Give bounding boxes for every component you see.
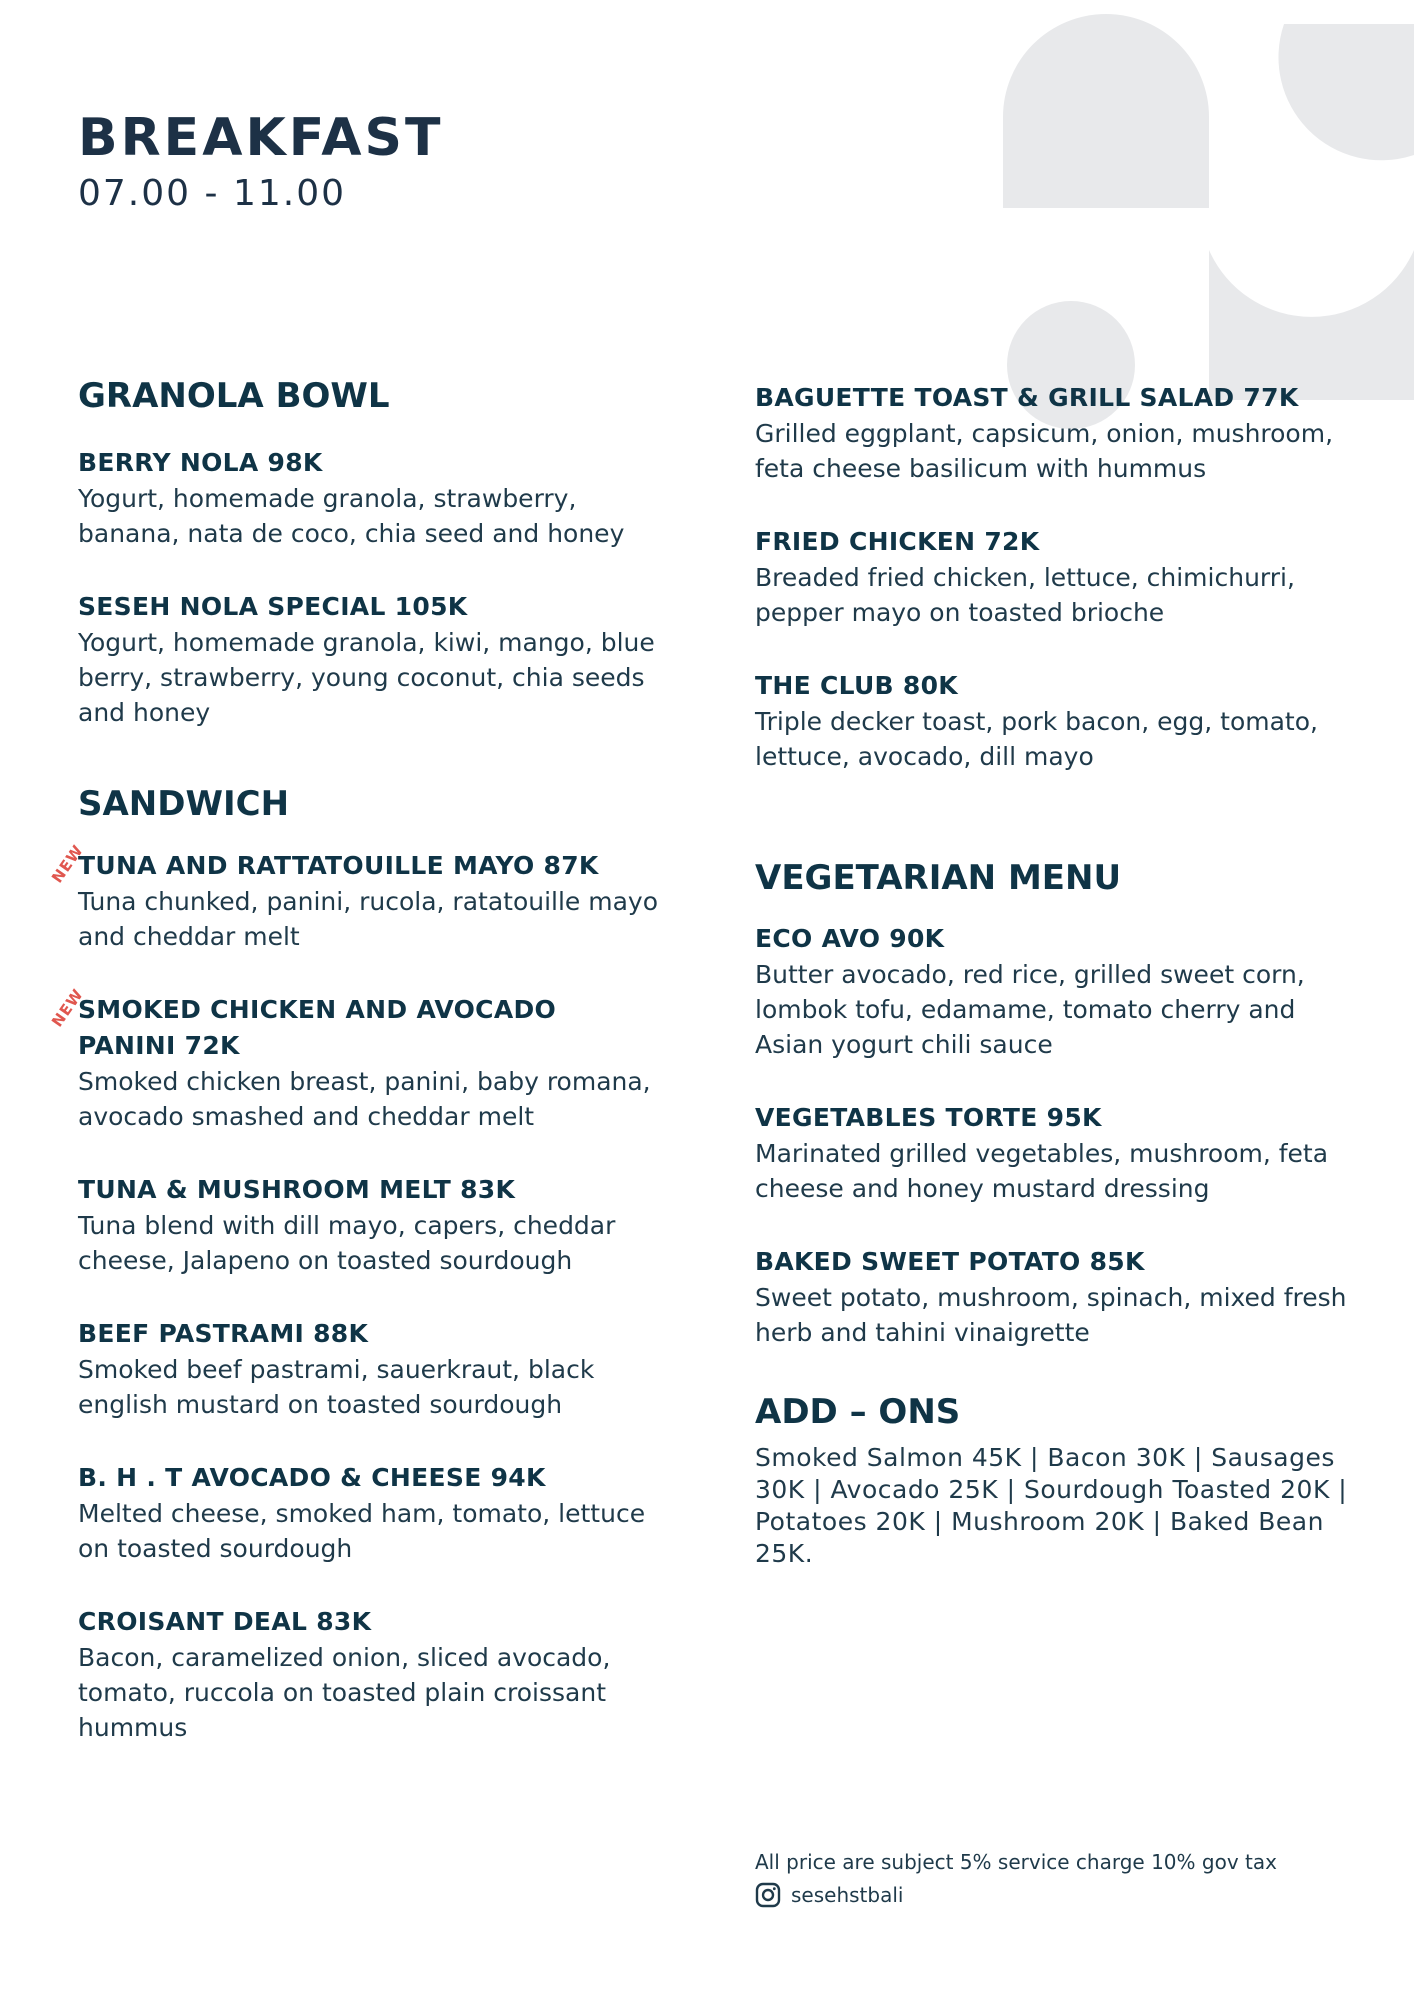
item-description: Tuna blend with dill mayo, capers, cheddar cheese, Jalapeno on toasted sourdough <box>78 1210 616 1275</box>
item-name: TUNA AND RATTATOUILLE MAYO 87K <box>78 850 599 880</box>
item-description: Tuna chunked, panini, rucola, ratatouille mayo and cheddar melt <box>78 886 659 951</box>
item-description-extra: hummus <box>78 1712 188 1742</box>
item-name: SMOKED CHICKEN AND AVOCADO PANINI 72K <box>78 994 557 1060</box>
new-badge: NEW <box>48 985 88 1031</box>
menu-item <box>755 1244 1355 1350</box>
item-name: B. H . T AVOCADO & CHEESE 94K <box>78 1462 546 1492</box>
service-hours: 07.00 - 11.00 <box>78 173 346 214</box>
item-name: THE CLUB 80K <box>755 671 958 700</box>
menu-item <box>78 1172 668 1278</box>
footer <box>755 1848 1375 1908</box>
menu-item <box>78 445 668 551</box>
tax-note: All price are subject 5% service charge 10% gov tax <box>755 1850 1277 1874</box>
item-description: Melted cheese, smoked ham, tomato, lettuce on toasted sourdough <box>78 1498 646 1563</box>
addons-list: Smoked Salmon 45K | Bacon 30K | Sausages 30K | Avocado 25K | Sourdough Toasted 20K | Potatoes 20K | Mushroom 20K | Baked Bean 25K. <box>755 1442 1348 1568</box>
menu-item <box>755 380 1355 486</box>
item-description: Butter avocado, red rice, grilled sweet corn, lombok tofu, edamame, tomato cherry and Asian yogurt chili sauce <box>755 960 1305 1060</box>
menu-item <box>755 524 1355 630</box>
item-description: Breaded fried chicken, lettuce, chimichurri, pepper mayo on toasted brioche <box>755 563 1295 627</box>
item-description: Bacon, caramelized onion, sliced avocado, tomato, ruccola on toasted plain croissant <box>78 1642 611 1707</box>
item-description: Triple decker toast, pork bacon, egg, tomato, lettuce, avocado, dill mayo <box>755 707 1318 771</box>
menu-item <box>78 1316 668 1422</box>
menu-item <box>755 921 1355 1062</box>
section-title-sandwich: SANDWICH <box>78 784 290 825</box>
item-description: Yogurt, homemade granola, strawberry, banana, nata de coco, chia seed and honey <box>78 484 625 549</box>
instagram-handle: sesehstbali <box>791 1883 904 1907</box>
item-name: FRIED CHICKEN 72K <box>755 527 1040 556</box>
menu-item <box>78 1460 668 1566</box>
item-name: VEGETABLES TORTE 95K <box>755 1103 1102 1133</box>
page-title: BREAKFAST <box>78 108 444 168</box>
left-column <box>48 376 668 1783</box>
item-name: BERRY NOLA 98K <box>78 448 323 478</box>
menu-item <box>755 668 1355 774</box>
menu-item <box>78 1604 668 1745</box>
item-name: SESEH NOLA SPECIAL 105K <box>78 592 468 622</box>
menu-item <box>78 589 668 730</box>
item-name: BEEF PASTRAMI 88K <box>78 1318 369 1348</box>
section-title-vegetarian: VEGETARIAN MENU <box>755 858 1122 898</box>
section-title-granola: GRANOLA BOWL <box>78 376 390 416</box>
menu-item <box>48 841 668 954</box>
item-name: BAGUETTE TOAST & GRILL SALAD 77K <box>755 383 1299 412</box>
item-description: Yogurt, homemade granola, kiwi, mango, blue berry, strawberry, young coconut, chia seeds and honey <box>78 628 655 728</box>
item-description: Sweet potato, mushroom, spinach, mixed fresh herb and tahini vinaigrette <box>755 1283 1347 1348</box>
item-description: Smoked chicken breast, panini, baby romana, avocado smashed and cheddar melt <box>78 1066 651 1131</box>
item-description: Grilled eggplant, capsicum, onion, mushroom, feta cheese basilicum with hummus <box>755 419 1334 483</box>
menu-item <box>48 985 668 1134</box>
right-column <box>755 380 1355 1570</box>
item-name: BAKED SWEET POTATO 85K <box>755 1247 1145 1277</box>
section-title-addons: ADD – ONS <box>755 1392 961 1433</box>
social-handle <box>755 1882 1375 1908</box>
item-name: CROISANT DEAL 83K <box>78 1606 372 1636</box>
item-description: Smoked beef pastrami, sauerkraut, black english mustard on toasted sourdough <box>78 1354 595 1419</box>
item-name: ECO AVO 90K <box>755 924 945 954</box>
instagram-icon <box>755 1882 781 1908</box>
item-name: TUNA & MUSHROOM MELT 83K <box>78 1174 516 1204</box>
menu-header <box>78 108 444 214</box>
item-description: Marinated grilled vegetables, mushroom, feta cheese and honey mustard dressing <box>755 1139 1329 1204</box>
menu-item <box>755 1100 1355 1206</box>
new-badge: NEW <box>48 841 88 887</box>
